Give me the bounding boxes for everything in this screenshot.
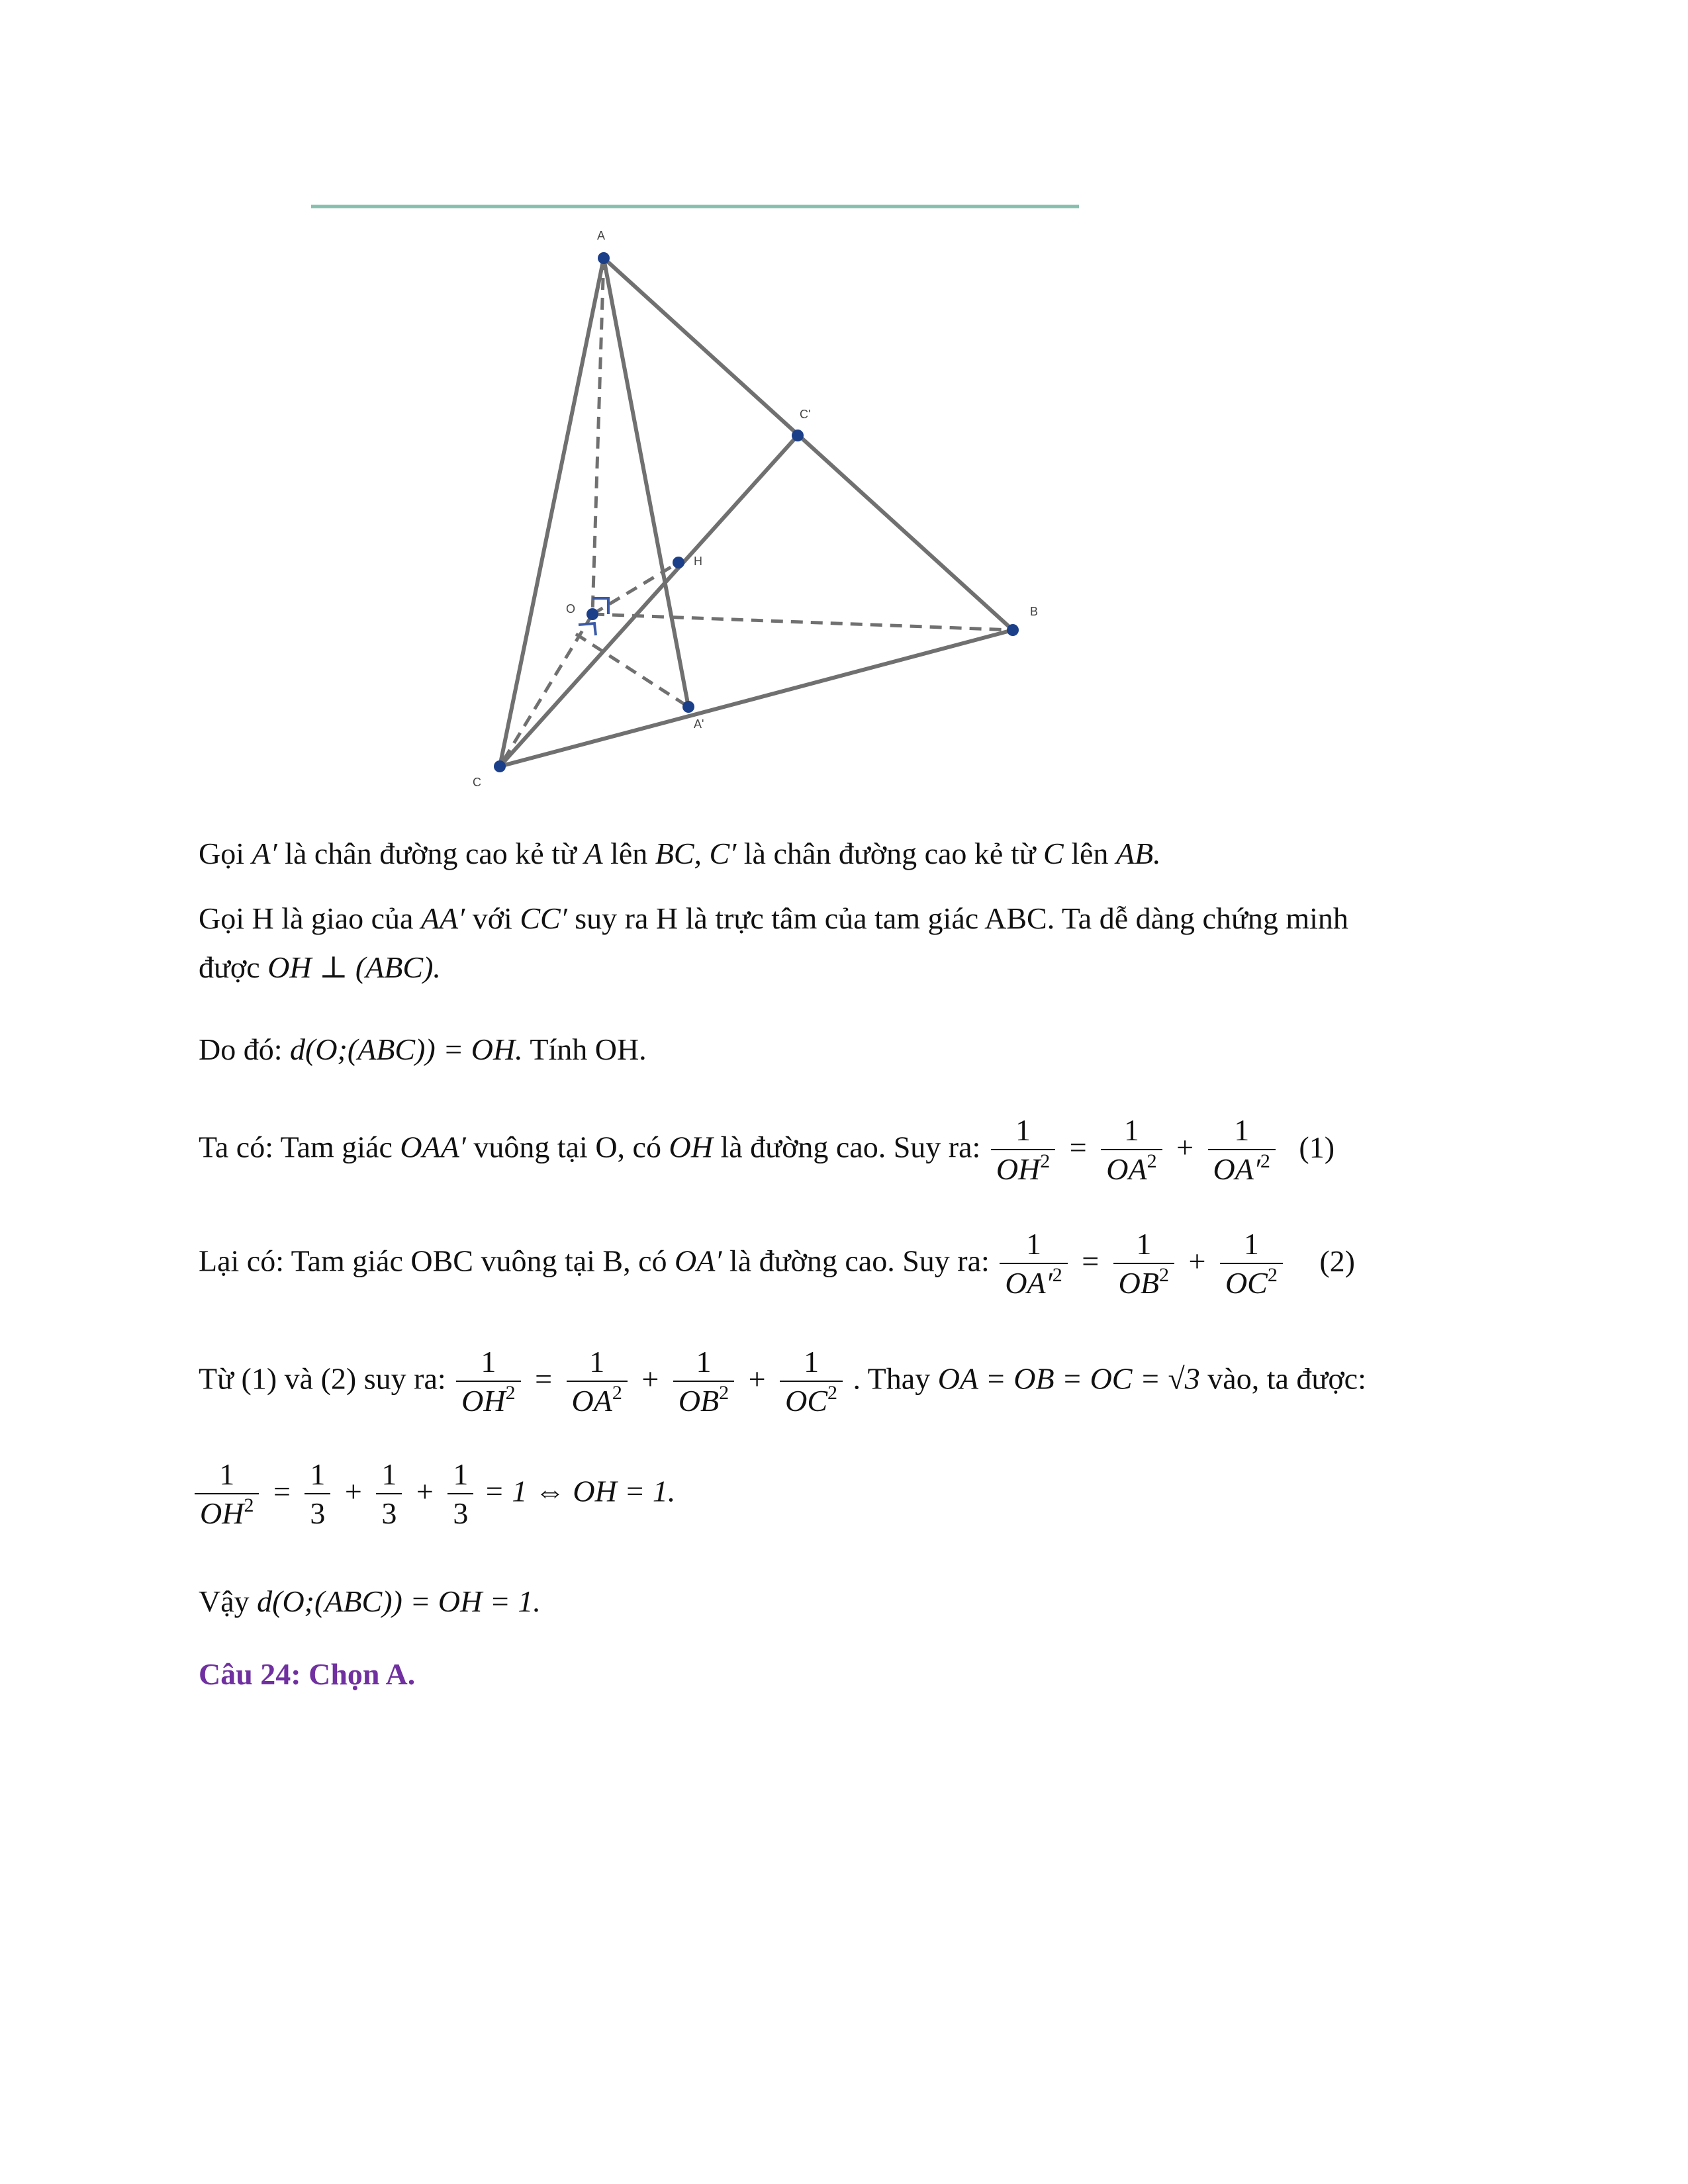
paragraph-2 [199, 899, 1348, 938]
text: là chân đường cao kẻ từ [285, 837, 577, 870]
paragraph-1 [199, 834, 1161, 874]
point-Aprime [682, 701, 694, 713]
text: Do đó: [199, 1032, 283, 1066]
plus: + [748, 1361, 766, 1396]
point-C [494, 760, 506, 772]
equals: = [1082, 1244, 1100, 1278]
plus: + [1176, 1130, 1194, 1164]
text: Ta có: Tam giác [199, 1130, 393, 1164]
paragraph-eq2 [199, 1226, 1355, 1302]
fraction: $\frac{1}{OH^2}$ [195, 1456, 259, 1533]
text: Gọi [199, 837, 244, 870]
fraction: $\frac{1}{OC^2}$ [1220, 1226, 1283, 1302]
paragraph-2-cont [199, 948, 441, 987]
label-A: A [597, 229, 606, 242]
math-OAprime: OA′ [675, 1244, 722, 1278]
edge-CB [500, 630, 1013, 766]
text: với [472, 901, 512, 935]
text: Tính OH. [530, 1032, 647, 1066]
text: lên [1071, 837, 1109, 870]
fraction: $\frac{1}{3}$ [447, 1456, 473, 1533]
paragraph-compute [192, 1456, 675, 1533]
plus: + [416, 1474, 434, 1508]
text: . Thay [853, 1361, 931, 1396]
math-AAprime: AA′ [420, 901, 465, 935]
label-O: O [566, 602, 576, 615]
equals: = [273, 1474, 291, 1508]
fraction: $\frac{1}{OC^2}$ [780, 1343, 843, 1420]
text: là đường cao. Suy ra: [720, 1130, 981, 1164]
label-Aprime: A' [694, 717, 704, 731]
fraction: $\frac{1}{3}$ [376, 1456, 402, 1533]
math-OAA: OAA′ [400, 1130, 466, 1164]
plus: + [641, 1361, 659, 1396]
text: suy ra H là trực tâm của tam giác ABC. Ta dễ dàng chứng minh [575, 901, 1348, 935]
math-BC: BC, [655, 837, 702, 870]
text: là chân đường cao kẻ từ [743, 837, 1036, 870]
fraction: $\frac{1}{OB^2}$ [673, 1343, 734, 1420]
text: vào, ta được: [1207, 1361, 1366, 1396]
math-final: d(O;(ABC)) = OH = 1. [257, 1584, 541, 1618]
fraction: $\frac{1}{OB^2}$ [1113, 1226, 1174, 1302]
math-distance: d(O;(ABC)) = OH. [290, 1032, 523, 1066]
text: Gọi H là giao của [199, 901, 414, 935]
text: là đường cao. Suy ra: [729, 1244, 990, 1278]
pyramid-figure [311, 192, 1105, 801]
equation-tag-1: (1) [1299, 1130, 1335, 1164]
plus: + [344, 1474, 362, 1508]
math-C: C [1043, 837, 1064, 870]
math-A: A [584, 837, 603, 870]
point-H [673, 557, 684, 569]
edge-OB-dashed [592, 614, 1013, 630]
text: Vậy [199, 1584, 250, 1618]
edge-CCprime [500, 435, 798, 766]
paragraph-combined [199, 1343, 1366, 1420]
equals: = [1069, 1130, 1087, 1164]
label-B: B [1030, 605, 1039, 618]
text: vuông tại O, có [473, 1130, 661, 1164]
fraction: $\frac{1}{OA^2}$ [1101, 1112, 1162, 1189]
text: Lại có: Tam giác OBC vuông tại B, có [199, 1244, 667, 1278]
math-AB: AB. [1115, 837, 1161, 870]
fraction: $\frac{1}{OA^2}$ [567, 1343, 628, 1420]
equals: = [535, 1361, 553, 1396]
pyramid-diagram [311, 192, 1105, 801]
text: lên [610, 837, 648, 870]
fraction: $\frac{1}{OA'^2}$ [1000, 1226, 1067, 1302]
equation-tag-2: (2) [1319, 1244, 1355, 1278]
plus: + [1188, 1244, 1206, 1278]
fraction: $\frac{1}{3}$ [305, 1456, 330, 1533]
math-OH: OH [669, 1130, 713, 1164]
math-result: = 1 ⇔ OH = 1. [483, 1474, 676, 1508]
label-Cprime: C' [800, 408, 811, 421]
edge-OAprime-dashed [576, 634, 688, 707]
math-Aprime: A′ [252, 837, 277, 870]
edge-AC [500, 258, 604, 766]
point-B [1007, 624, 1019, 636]
math-OH-perp: OH ⊥ (ABC). [267, 950, 441, 984]
fraction: $\frac{1}{OH^2}$ [456, 1343, 520, 1420]
label-C: C [473, 776, 481, 789]
point-A [598, 252, 610, 264]
fraction: $\frac{1}{OH^2}$ [991, 1112, 1055, 1189]
math-CCprime: CC′ [520, 901, 567, 935]
label-H: H [694, 555, 702, 568]
point-O [586, 608, 598, 620]
math-OA-OB-OC: OA = OB = OC = √3 [937, 1361, 1200, 1396]
text: được [199, 950, 260, 984]
paragraph-eq1 [199, 1112, 1335, 1189]
math-Cprime: C′ [709, 837, 737, 870]
answer-heading: Câu 24: Chọn A. [199, 1657, 416, 1691]
text: Từ (1) và (2) suy ra: [199, 1361, 446, 1396]
paragraph-conclusion [199, 1582, 541, 1621]
fraction: $\frac{1}{OA'^2}$ [1208, 1112, 1276, 1189]
paragraph-do-do [199, 1030, 647, 1069]
point-Cprime [792, 430, 804, 441]
